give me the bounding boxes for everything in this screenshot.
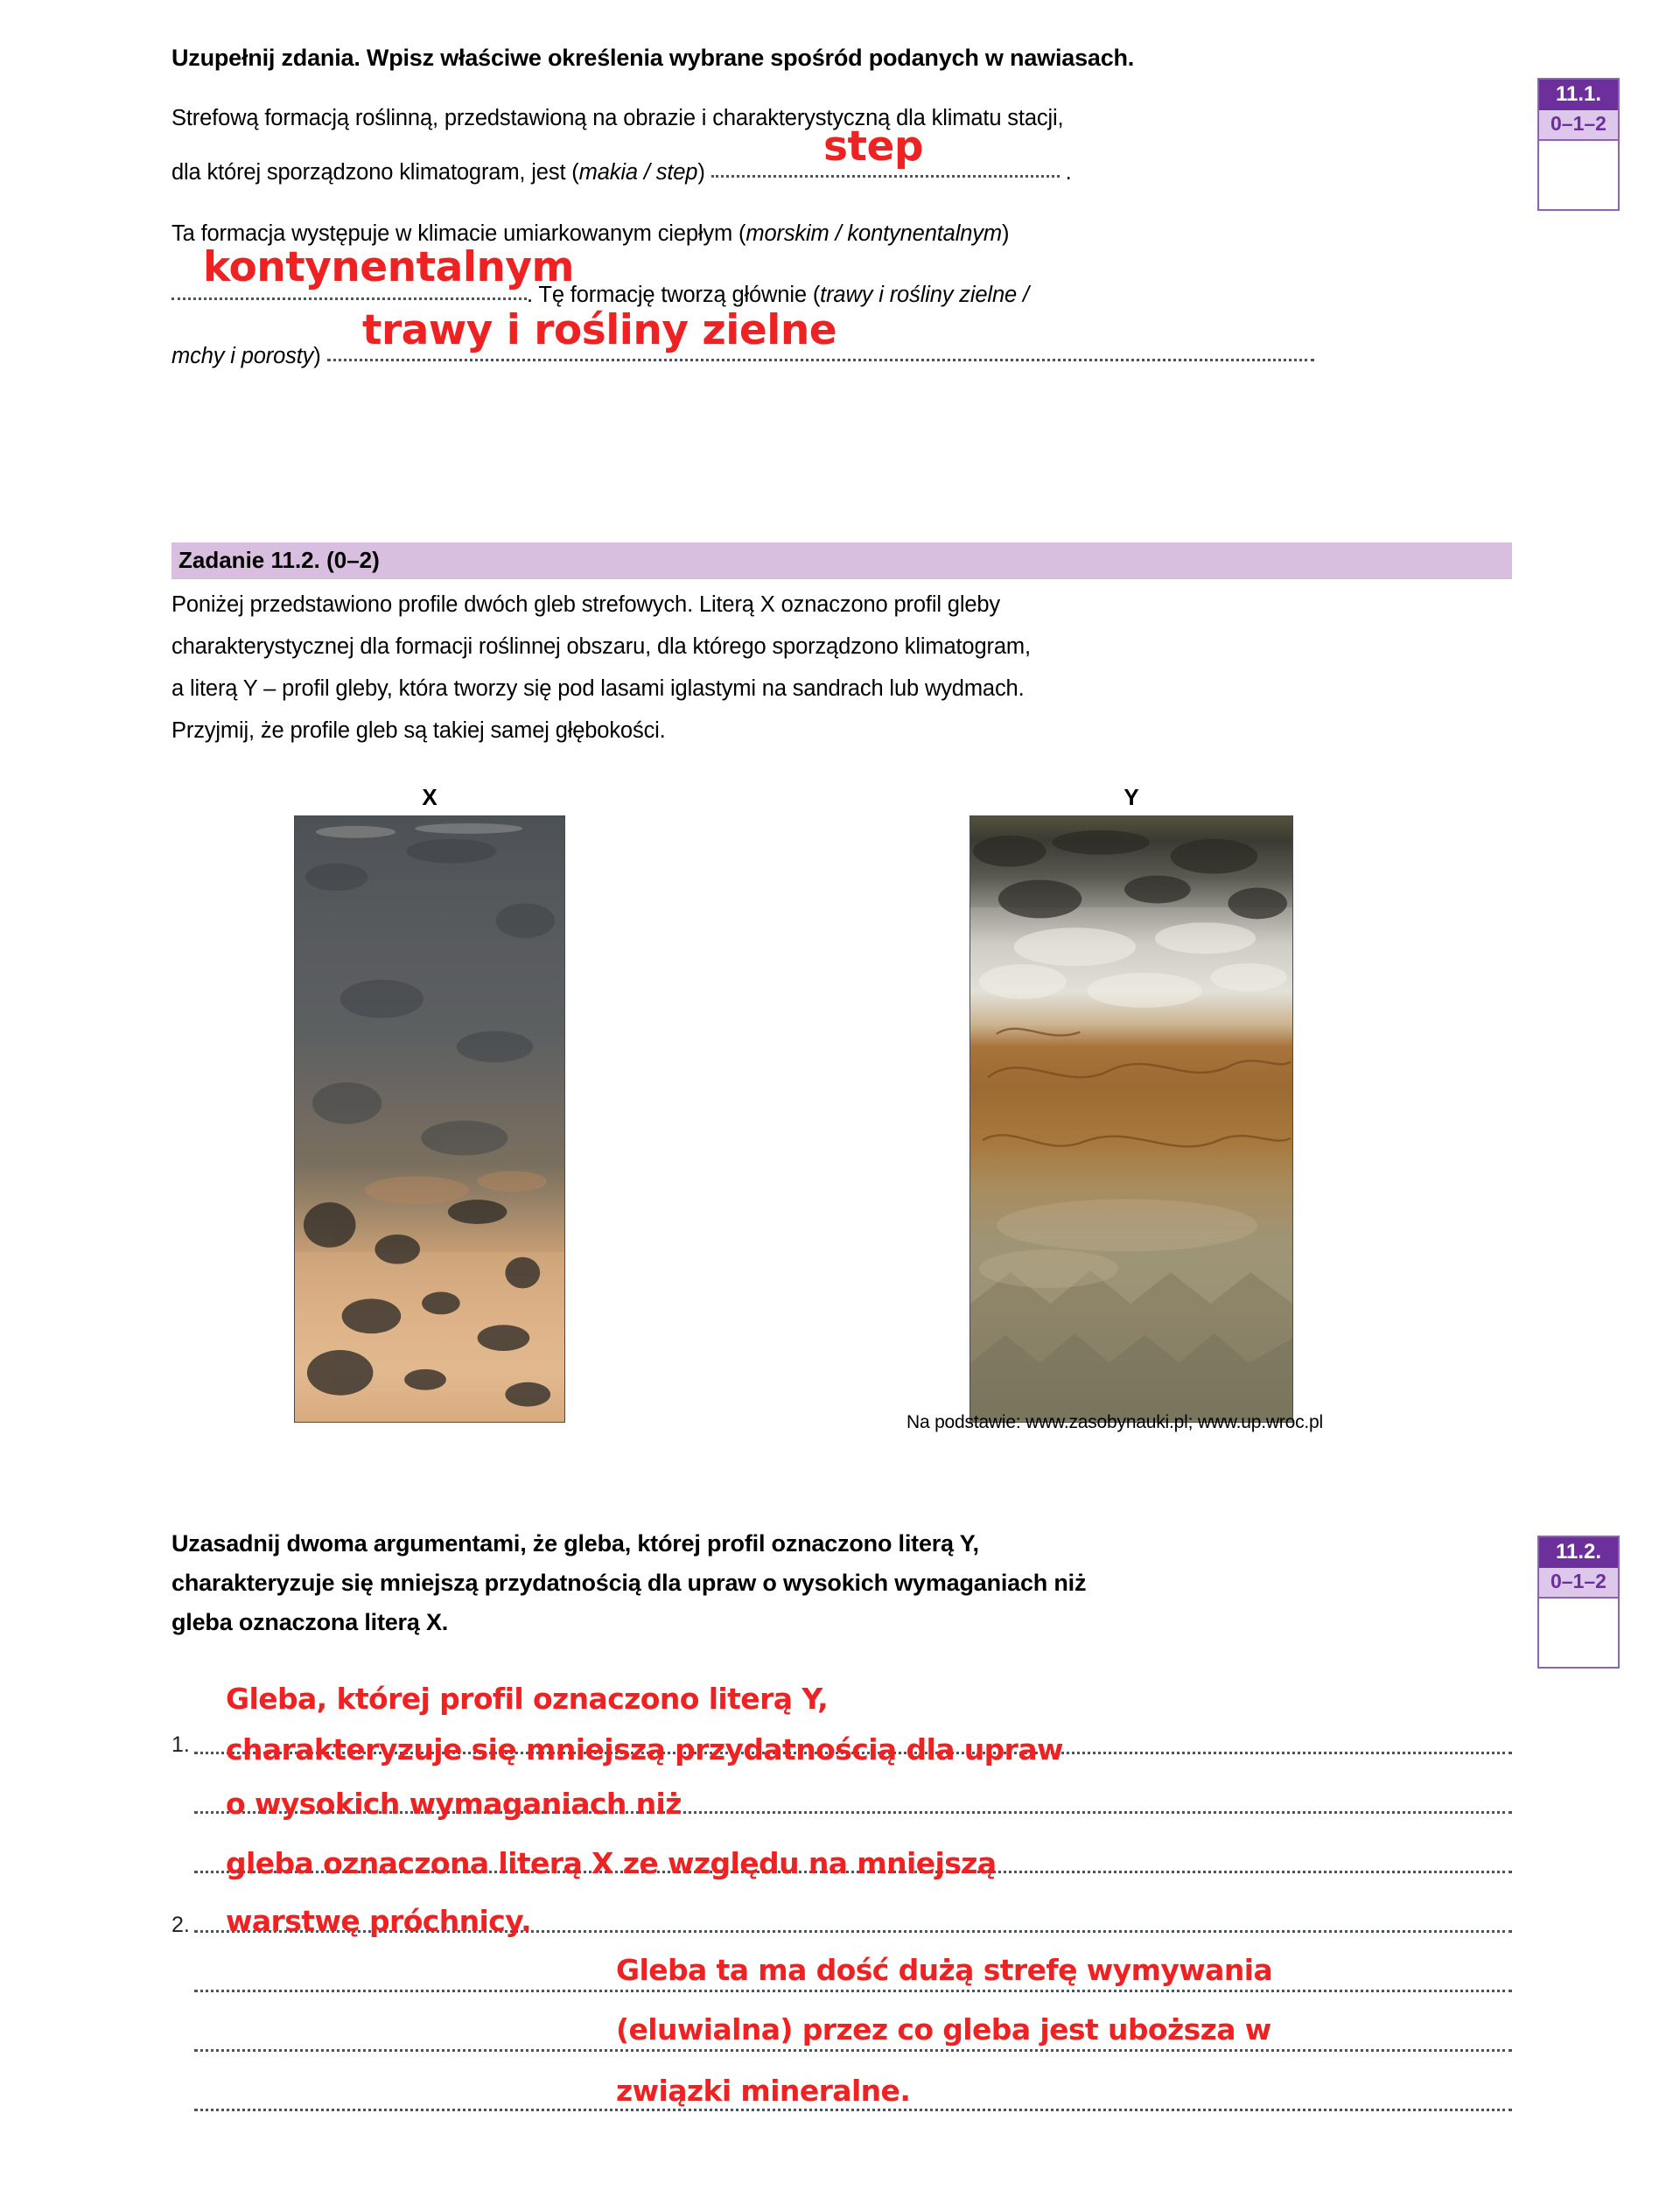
- score-blank-11-2[interactable]: [1539, 1599, 1618, 1667]
- line-4-choice: trawy i rośliny zielne /: [820, 283, 1029, 307]
- score-box-11-1[interactable]: [1537, 78, 1620, 211]
- soil-profile-figures: [172, 786, 1512, 1451]
- answer-1-text-line-2: charakteryzuje się mniejszą przydatnością dla upraw: [226, 1732, 1063, 1767]
- task-11-2-intro-line-2: charakterystycznej dla formacji roślinnej obszaru, dla którego sporządzono klimatogram,: [172, 634, 1031, 659]
- score-box-11-2[interactable]: [1537, 1536, 1620, 1669]
- answer-rule-3[interactable]: [327, 359, 1314, 361]
- answer-1-text-line-5: warstwę próchnicy.: [226, 1904, 532, 1938]
- score-range-11-2: 0–1–2: [1539, 1568, 1618, 1599]
- task-11-1-line-1: Strefową formacją roślinną, przedstawioną na obrazie i charakterystyczną dla klimatu stacji,: [172, 106, 1064, 130]
- task-11-2-question-line-2: charakteryzuje się mniejszą przydatnością dla upraw o wysokich wymaganiach niż: [172, 1570, 1087, 1596]
- answer-2-number: 2.: [172, 1913, 190, 1937]
- answer-1-number: 1.: [172, 1732, 190, 1757]
- answer-trawy-i-rosliny-zielne: trawy i rośliny zielne: [362, 306, 837, 354]
- answer-area: [172, 1645, 1512, 2187]
- task-11-2-banner: Zadanie 11.2. (0–2): [172, 542, 1512, 579]
- figure-y: [970, 786, 1293, 1423]
- soil-texture-x: [295, 816, 564, 1420]
- score-number-11-2: 11.2.: [1539, 1537, 1618, 1568]
- figure-x-label: X: [422, 784, 438, 810]
- task-11-1-instruction: Uzupełnij zdania. Wpisz właściwe określenia wybrane spośród podanych w nawiasach.: [172, 45, 1135, 71]
- answer-2-rule-3[interactable]: [194, 2109, 1512, 2111]
- line-3-suffix: ): [1001, 221, 1010, 246]
- answer-2-rule-2[interactable]: [194, 2049, 1512, 2052]
- task-11-2-question-line-1: Uzasadnij dwoma argumentami, że gleba, której profil oznaczono literą Y,: [172, 1530, 979, 1557]
- line-2-choice: makia / step: [578, 160, 698, 185]
- line-5-suffix: ): [313, 344, 321, 368]
- score-range-11-1: 0–1–2: [1539, 110, 1618, 141]
- answer-rule-2[interactable]: [172, 297, 527, 300]
- line-3-prefix: Ta formacja występuje w klimacie umiarkowanym ciepłym (: [172, 221, 746, 246]
- line-4-prefix: . Tę formację tworzą głównie (: [527, 283, 821, 307]
- answer-kontynentalnym: kontynentalnym: [203, 243, 575, 291]
- figure-x: [294, 786, 565, 1423]
- answer-2-rule-1[interactable]: [194, 1990, 1512, 1992]
- soil-texture-y: [970, 816, 1292, 1420]
- answer-1-text-line-1: Gleba, której profil oznaczono literą Y,: [226, 1682, 829, 1716]
- soil-profile-image-x: [294, 815, 565, 1423]
- score-number-11-1: 11.1.: [1539, 80, 1618, 110]
- answer-1-text-line-4: gleba oznaczona literą X ze względu na mniejszą: [226, 1846, 997, 1880]
- task-11-1-line-2: [172, 159, 1072, 187]
- answer-step: step: [823, 122, 923, 171]
- answer-rule-1[interactable]: [711, 175, 1060, 178]
- line-3-choice: morskim / kontynentalnym: [746, 221, 1002, 246]
- answer-2-text-line-3: związki mineralne.: [616, 2074, 911, 2108]
- task-11-2-intro-line-3: a literą Y – profil gleby, która tworzy się pod lasami iglastymi na sandrach lub wydmach.: [172, 676, 1025, 701]
- task-11-2-intro-line-4: Przyjmij, że profile gleb są takiej samej głębokości.: [172, 718, 666, 743]
- soil-profile-image-y: [970, 815, 1293, 1423]
- answer-1-text-line-3: o wysokich wymaganiach niż: [226, 1787, 682, 1821]
- figure-source-caption: Na podstawie: www.zasobynauki.pl; www.up.wroc.pl: [906, 1412, 1323, 1432]
- task-11-2-intro-line-1: Poniżej przedstawiono profile dwóch gleb strefowych. Literą X oznaczono profil gleby: [172, 592, 1001, 617]
- line-5-choice: mchy i porosty: [172, 344, 314, 368]
- figure-y-label: Y: [1124, 784, 1139, 810]
- task-11-2-question-line-3: gleba oznaczona literą X.: [172, 1609, 449, 1635]
- line-2-period: .: [1065, 160, 1072, 185]
- line-2-suffix: ): [697, 160, 705, 185]
- answer-2-text-line-2: (eluwialna) przez co gleba jest uboższa w: [616, 2012, 1271, 2047]
- line-2-prefix: dla której sporządzono klimatogram, jest (: [172, 160, 579, 185]
- score-blank-11-1[interactable]: [1539, 141, 1618, 209]
- answer-2-text-line-1: Gleba ta ma dość dużą strefę wymywania: [616, 1953, 1273, 1987]
